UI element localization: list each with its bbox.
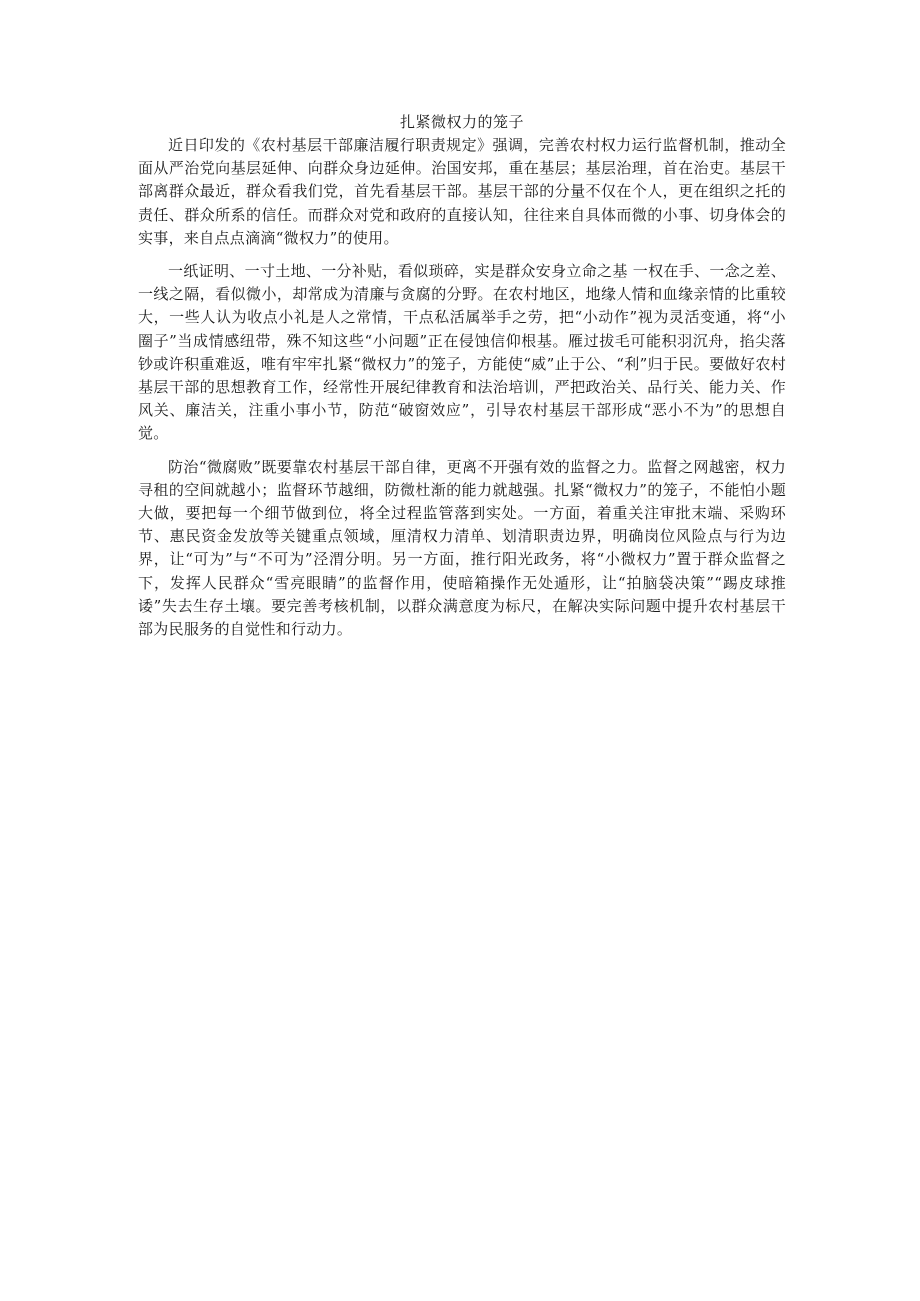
paragraph-2: 一纸证明、一寸土地、一分补贴，看似琐碎，实是群众安身立命之基 一权在手、一念之差、一线之隔，看似微小，却常成为清廉与贪腐的分野。在农村地区，地缘人情和血缘亲情的比重较大，一些人认为收点小礼是人之常情，干点私活属举手之劳，把“小动作”视为灵活变通，将“小圈子”当成情感纽带，殊不知这些“小问题”正在侵蚀信仰根基。雁过拔毛可能积羽沉舟，掐尖落钞或许积重难返，唯有牢牢扎紧“微权力”的笼子，方能使“威”止于公、“利”归于民。要做好农村基层干部的思想教育工作，经常性开展纪律教育和法治培训，严把政治关、品行关、能力关、作风关、廉洁关，注重小事小节，防范“破窗效应”，引导农村基层干部形成“恶小不为”的思想自觉。	[138, 262, 786, 443]
document-page	[138, 112, 786, 651]
paragraph-1: 近日印发的《农村基层干部廉洁履行职责规定》强调，完善农村权力运行监督机制，推动全面从严治党向基层延伸、向群众身边延伸。治国安邦，重在基层；基层治理，首在治吏。基层干部离群众最近，群众看我们党，首先看基层干部。基层干部的分量不仅在个人，更在组织之托的责任、群众所系的信任。而群众对党和政府的直接认知，往往来自具体而微的小事、切身体会的实事，来自点点滴滴“微权力”的使用。	[138, 136, 786, 247]
paragraph-3: 防治“微腐败”既要靠农村基层干部自律，更离不开强有效的监督之力。监督之网越密，权力寻租的空间就越小；监督环节越细，防微杜渐的能力就越强。扎紧“微权力”的笼子，不能怕小题大做，要把每一个细节做到位，将全过程监管落到实处。一方面，着重关注审批末端、采购环节、惠民资金发放等关键重点领域，厘清权力清单、划清职责边界，明确岗位风险点与行为边界，让“可为”与“不可为”泾渭分明。另一方面，推行阳光政务，将“小微权力”置于群众监督之下，发挥人民群众“雪亮眼睛”的监督作用，使暗箱操作无处遁形，让“拍脑袋决策”“踢皮球推诿”失去生存土壤。要完善考核机制，以群众满意度为标尺，在解决实际问题中提升农村基层干部为民服务的自觉性和行动力。	[138, 457, 786, 639]
document-title: 扎紧微权力的笼子	[399, 113, 524, 131]
